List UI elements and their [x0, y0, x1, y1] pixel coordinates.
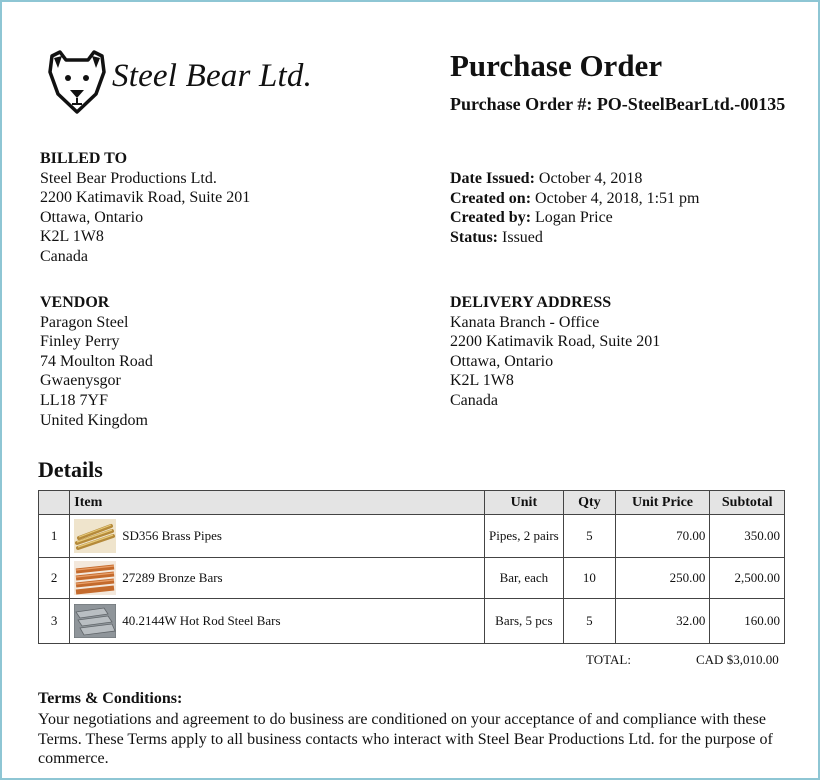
- qty-cell: 5: [564, 599, 615, 644]
- vendor-line: Gwaenysgor: [40, 372, 121, 390]
- unit-cell: Bars, 5 pcs: [484, 599, 564, 644]
- table-row: [39, 558, 785, 599]
- brass-pipes-image: [74, 519, 116, 553]
- subtotal-cell: 160.00: [710, 599, 785, 644]
- created-by-label: Created by:: [450, 209, 532, 227]
- subtotal-cell: 350.00: [710, 515, 785, 558]
- details-heading: Details: [38, 457, 103, 482]
- item-name: 40.2144W Hot Rod Steel Bars: [122, 613, 281, 628]
- unit-price-cell: 250.00: [615, 558, 710, 599]
- delivery-line: Kanata Branch - Office: [450, 313, 600, 331]
- vendor-heading: VENDOR: [40, 294, 110, 311]
- total-label: TOTAL:: [586, 652, 631, 667]
- created-by-value: Logan Price: [535, 209, 613, 227]
- billed-to-line: Steel Bear Productions Ltd.: [40, 169, 217, 187]
- unit-cell: Bar, each: [484, 558, 564, 599]
- billed-to-line: 2200 Katimavik Road, Suite 201: [40, 189, 251, 207]
- vendor-line: United Kingdom: [40, 411, 148, 429]
- col-subtotal-header: Subtotal: [710, 491, 785, 515]
- po-number-label: Purchase Order #:: [450, 94, 593, 114]
- po-number: [450, 92, 790, 116]
- created-by: [450, 208, 699, 228]
- row-number: 2: [39, 558, 70, 599]
- qty-cell: 5: [564, 515, 615, 558]
- company-name: Steel Bear Ltd.: [112, 58, 313, 94]
- billed-to-line: Canada: [40, 247, 88, 265]
- delivery-address-block: [450, 293, 660, 411]
- created-on: [450, 189, 699, 209]
- col-unit-price-header: Unit Price: [615, 491, 710, 515]
- billed-to-block: [40, 149, 250, 267]
- status-value: Issued: [502, 228, 543, 246]
- table-row: [39, 599, 785, 644]
- row-number: 1: [39, 515, 70, 558]
- po-number-value: PO-SteelBearLtd.-00135: [596, 94, 786, 114]
- created-on-value: October 4, 2018, 1:51 pm: [535, 189, 700, 207]
- date-issued-value: October 4, 2018: [538, 170, 643, 187]
- table-header-row: [39, 491, 785, 515]
- billed-to-line: K2L 1W8: [40, 228, 104, 246]
- billed-to-line: Ottawa, Ontario: [40, 208, 144, 226]
- document-title: Purchase Order: [450, 48, 663, 83]
- qty-cell: 10: [564, 558, 615, 599]
- delivery-heading: DELIVERY ADDRESS: [450, 294, 612, 311]
- item-cell: [70, 599, 484, 644]
- table-row: [39, 515, 785, 558]
- terms-body: Your negotiations and agreement to do business are conditioned on your acceptance of and compliance with these Terms. These Terms apply to all business contacts who interact with Steel Bear Productions Ltd. for the purpose of commerce.: [38, 711, 773, 768]
- billed-to-heading: BILLED TO: [40, 150, 128, 167]
- delivery-line: K2L 1W8: [450, 372, 514, 390]
- item-name: 27289 Bronze Bars: [122, 570, 223, 585]
- vendor-line: Paragon Steel: [40, 313, 129, 331]
- company-logo: [46, 50, 336, 120]
- bronze-bars-image: [74, 561, 116, 595]
- purchase-order-document: [2, 2, 818, 778]
- bear-head-icon: [46, 50, 108, 120]
- vendor-line: Finley Perry: [40, 333, 120, 351]
- delivery-line: 2200 Katimavik Road, Suite 201: [450, 333, 661, 351]
- line-items-table: [38, 490, 785, 644]
- vendor-line: 74 Moulton Road: [40, 352, 153, 370]
- vendor-line: LL18 7YF: [40, 391, 108, 409]
- unit-price-cell: 70.00: [615, 515, 710, 558]
- unit-price-cell: 32.00: [615, 599, 710, 644]
- col-number-header: [39, 491, 70, 515]
- total-value: CAD $3,010.00: [696, 652, 779, 667]
- steel-bars-image: [74, 604, 116, 638]
- terms-heading: Terms & Conditions:: [38, 690, 183, 707]
- item-cell: [70, 558, 484, 599]
- item-name: SD356 Brass Pipes: [122, 528, 222, 543]
- col-item-header: Item: [70, 491, 484, 515]
- order-meta-block: [450, 169, 699, 247]
- date-issued: [450, 169, 699, 189]
- created-on-label: Created on:: [450, 189, 532, 207]
- row-number: 3: [39, 599, 70, 644]
- item-cell: [70, 515, 484, 558]
- status-label: Status:: [450, 228, 499, 246]
- subtotal-cell: 2,500.00: [710, 558, 785, 599]
- delivery-line: Canada: [450, 391, 498, 409]
- col-qty-header: Qty: [564, 491, 615, 515]
- col-unit-header: Unit: [484, 491, 564, 515]
- vendor-block: [40, 293, 153, 430]
- date-issued-label: Date Issued:: [450, 170, 535, 187]
- status: [450, 228, 699, 248]
- delivery-line: Ottawa, Ontario: [450, 352, 554, 370]
- unit-cell: Pipes, 2 pairs: [484, 515, 564, 558]
